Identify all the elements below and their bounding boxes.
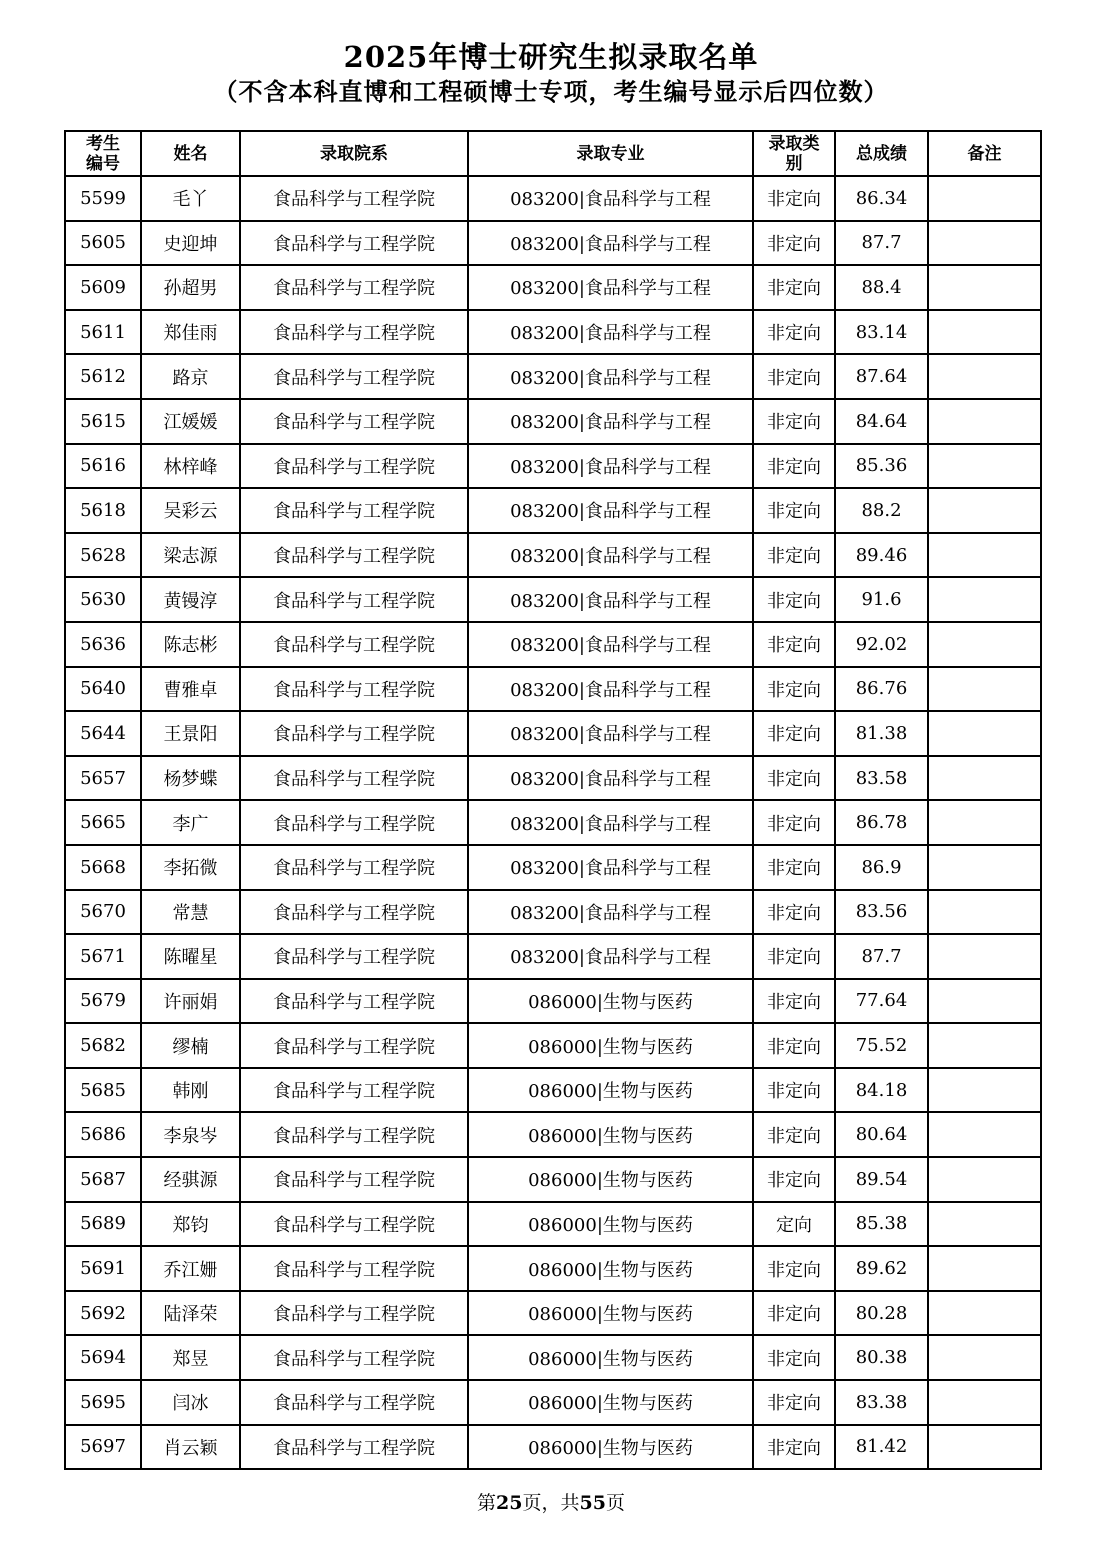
table-row [65,845,1041,890]
table-row [65,979,1041,1024]
cell-department: 食品科学与工程学院 [240,756,468,801]
cell-name: 孙超男 [141,265,240,310]
cell-major: 083200|食品科学与工程 [468,444,753,489]
table-row [65,1068,1041,1113]
cell-remark [928,310,1041,355]
cell-department: 食品科学与工程学院 [240,1023,468,1068]
cell-name: 肖云颖 [141,1425,240,1470]
table-row [65,533,1041,578]
cell-department: 食品科学与工程学院 [240,1157,468,1202]
cell-remark [928,577,1041,622]
cell-total-score: 83.56 [835,890,928,935]
cell-admission-type: 非定向 [753,756,835,801]
cell-admission-type: 定向 [753,1202,835,1247]
cell-department: 食品科学与工程学院 [240,533,468,578]
cell-department: 食品科学与工程学院 [240,622,468,667]
cell-candidate-id: 5628 [65,533,141,578]
cell-department: 食品科学与工程学院 [240,1380,468,1425]
cell-major: 083200|食品科学与工程 [468,221,753,266]
cell-major: 083200|食品科学与工程 [468,934,753,979]
footer-total-pages: 55 [579,1492,606,1514]
cell-name: 江媛媛 [141,399,240,444]
cell-name: 杨梦蝶 [141,756,240,801]
table-row [65,221,1041,266]
cell-name: 许丽娟 [141,979,240,1024]
cell-department: 食品科学与工程学院 [240,1068,468,1113]
cell-major: 083200|食品科学与工程 [468,756,753,801]
cell-remark [928,1068,1041,1113]
cell-admission-type: 非定向 [753,354,835,399]
table-row [65,1246,1041,1291]
cell-admission-type: 非定向 [753,577,835,622]
cell-name: 郑佳雨 [141,310,240,355]
cell-total-score: 84.64 [835,399,928,444]
table-row [65,1023,1041,1068]
cell-candidate-id: 5679 [65,979,141,1024]
cell-candidate-id: 5687 [65,1157,141,1202]
cell-name: 林梓峰 [141,444,240,489]
table-row [65,354,1041,399]
cell-total-score: 80.64 [835,1112,928,1157]
table-row [65,176,1041,221]
table-row [65,1157,1041,1202]
cell-major: 086000|生物与医药 [468,1202,753,1247]
cell-admission-type: 非定向 [753,1023,835,1068]
cell-candidate-id: 5682 [65,1023,141,1068]
cell-name: 陆泽荣 [141,1291,240,1336]
cell-candidate-id: 5611 [65,310,141,355]
footer-current-page: 25 [496,1492,523,1514]
col-header-major: 录取专业 [468,131,753,176]
table-row [65,1112,1041,1157]
cell-remark [928,176,1041,221]
cell-major: 083200|食品科学与工程 [468,667,753,712]
cell-total-score: 86.34 [835,176,928,221]
cell-department: 食品科学与工程学院 [240,310,468,355]
cell-major: 086000|生物与医药 [468,1068,753,1113]
cell-remark [928,1112,1041,1157]
cell-admission-type: 非定向 [753,1380,835,1425]
cell-department: 食品科学与工程学院 [240,1425,468,1470]
cell-remark [928,1335,1041,1380]
document-title: 2025年博士研究生拟录取名单 [343,40,759,74]
cell-name: 曹雅卓 [141,667,240,712]
cell-name: 李广 [141,800,240,845]
cell-admission-type: 非定向 [753,1291,835,1336]
cell-remark [928,533,1041,578]
table-row [65,667,1041,712]
cell-remark [928,1425,1041,1470]
cell-admission-type: 非定向 [753,444,835,489]
cell-admission-type: 非定向 [753,1246,835,1291]
cell-admission-type: 非定向 [753,221,835,266]
col-header-score: 总成绩 [835,131,928,176]
cell-name: 王景阳 [141,711,240,756]
cell-name: 黄镘淳 [141,577,240,622]
cell-name: 郑昱 [141,1335,240,1380]
cell-remark [928,711,1041,756]
cell-admission-type: 非定向 [753,265,835,310]
cell-remark [928,1023,1041,1068]
cell-major: 086000|生物与医药 [468,1425,753,1470]
footer-prefix: 第 [477,1492,497,1514]
cell-candidate-id: 5618 [65,488,141,533]
cell-name: 陈曜星 [141,934,240,979]
cell-admission-type: 非定向 [753,1335,835,1380]
cell-remark [928,1157,1041,1202]
admission-table [64,130,1042,1470]
cell-major: 086000|生物与医药 [468,1246,753,1291]
cell-department: 食品科学与工程学院 [240,1246,468,1291]
cell-candidate-id: 5668 [65,845,141,890]
cell-candidate-id: 5640 [65,667,141,712]
cell-department: 食品科学与工程学院 [240,800,468,845]
table-row [65,444,1041,489]
cell-department: 食品科学与工程学院 [240,979,468,1024]
col-header-type: 录取类别 [753,131,835,176]
cell-department: 食品科学与工程学院 [240,667,468,712]
table-row [65,622,1041,667]
table-row [65,1202,1041,1247]
cell-admission-type: 非定向 [753,399,835,444]
cell-remark [928,845,1041,890]
cell-admission-type: 非定向 [753,1425,835,1470]
cell-department: 食品科学与工程学院 [240,265,468,310]
cell-admission-type: 非定向 [753,533,835,578]
cell-remark [928,488,1041,533]
table-row [65,310,1041,355]
cell-major: 083200|食品科学与工程 [468,354,753,399]
cell-total-score: 89.54 [835,1157,928,1202]
cell-remark [928,1246,1041,1291]
cell-name: 韩刚 [141,1068,240,1113]
cell-total-score: 88.4 [835,265,928,310]
cell-major: 083200|食品科学与工程 [468,265,753,310]
table-row [65,890,1041,935]
cell-total-score: 84.18 [835,1068,928,1113]
cell-department: 食品科学与工程学院 [240,399,468,444]
cell-remark [928,354,1041,399]
cell-major: 083200|食品科学与工程 [468,176,753,221]
cell-admission-type: 非定向 [753,622,835,667]
cell-remark [928,1291,1041,1336]
cell-name: 乔江姗 [141,1246,240,1291]
cell-total-score: 87.64 [835,354,928,399]
cell-admission-type: 非定向 [753,176,835,221]
cell-remark [928,265,1041,310]
table-row [65,265,1041,310]
cell-candidate-id: 5616 [65,444,141,489]
cell-candidate-id: 5599 [65,176,141,221]
cell-admission-type: 非定向 [753,488,835,533]
table-row [65,1291,1041,1336]
cell-candidate-id: 5692 [65,1291,141,1336]
cell-remark [928,890,1041,935]
cell-remark [928,622,1041,667]
cell-candidate-id: 5665 [65,800,141,845]
cell-major: 083200|食品科学与工程 [468,310,753,355]
cell-remark [928,399,1041,444]
cell-total-score: 86.76 [835,667,928,712]
table-row [65,488,1041,533]
cell-candidate-id: 5671 [65,934,141,979]
cell-admission-type: 非定向 [753,1068,835,1113]
cell-total-score: 87.7 [835,934,928,979]
cell-candidate-id: 5694 [65,1335,141,1380]
cell-major: 086000|生物与医药 [468,1023,753,1068]
cell-admission-type: 非定向 [753,890,835,935]
cell-remark [928,444,1041,489]
cell-candidate-id: 5644 [65,711,141,756]
cell-department: 食品科学与工程学院 [240,354,468,399]
cell-department: 食品科学与工程学院 [240,845,468,890]
table-row [65,800,1041,845]
col-header-note: 备注 [928,131,1041,176]
cell-total-score: 91.6 [835,577,928,622]
cell-candidate-id: 5695 [65,1380,141,1425]
cell-candidate-id: 5609 [65,265,141,310]
table-row [65,756,1041,801]
cell-admission-type: 非定向 [753,979,835,1024]
cell-total-score: 83.58 [835,756,928,801]
table-row [65,577,1041,622]
table-row [65,1425,1041,1470]
cell-admission-type: 非定向 [753,1157,835,1202]
cell-remark [928,979,1041,1024]
cell-major: 083200|食品科学与工程 [468,890,753,935]
col-header-id: 考生编号 [65,131,141,176]
table-body [65,176,1041,1469]
cell-remark [928,756,1041,801]
cell-name: 毛丫 [141,176,240,221]
cell-total-score: 92.02 [835,622,928,667]
cell-department: 食品科学与工程学院 [240,711,468,756]
cell-total-score: 80.28 [835,1291,928,1336]
cell-remark [928,800,1041,845]
table-row [65,1335,1041,1380]
cell-name: 梁志源 [141,533,240,578]
cell-department: 食品科学与工程学院 [240,1291,468,1336]
cell-remark [928,934,1041,979]
cell-major: 083200|食品科学与工程 [468,399,753,444]
cell-candidate-id: 5630 [65,577,141,622]
cell-major: 083200|食品科学与工程 [468,533,753,578]
cell-name: 李泉岑 [141,1112,240,1157]
cell-remark [928,221,1041,266]
cell-name: 郑钧 [141,1202,240,1247]
cell-candidate-id: 5615 [65,399,141,444]
cell-total-score: 89.46 [835,533,928,578]
cell-department: 食品科学与工程学院 [240,934,468,979]
cell-total-score: 86.9 [835,845,928,890]
cell-total-score: 80.38 [835,1335,928,1380]
cell-name: 李拓微 [141,845,240,890]
cell-major: 083200|食品科学与工程 [468,800,753,845]
cell-name: 吴彩云 [141,488,240,533]
cell-department: 食品科学与工程学院 [240,221,468,266]
cell-candidate-id: 5689 [65,1202,141,1247]
cell-admission-type: 非定向 [753,711,835,756]
cell-admission-type: 非定向 [753,310,835,355]
cell-major: 086000|生物与医药 [468,1157,753,1202]
footer-suffix: 页 [605,1492,625,1514]
table-header-row [65,131,1041,176]
cell-department: 食品科学与工程学院 [240,1335,468,1380]
cell-major: 083200|食品科学与工程 [468,622,753,667]
cell-major: 083200|食品科学与工程 [468,845,753,890]
cell-admission-type: 非定向 [753,934,835,979]
cell-department: 食品科学与工程学院 [240,488,468,533]
cell-remark [928,1202,1041,1247]
document-subtitle: （不含本科直博和工程硕博士专项，考生编号显示后四位数） [213,77,889,106]
cell-major: 083200|食品科学与工程 [468,488,753,533]
cell-candidate-id: 5685 [65,1068,141,1113]
cell-admission-type: 非定向 [753,800,835,845]
col-header-dept: 录取院系 [240,131,468,176]
table-row [65,711,1041,756]
cell-candidate-id: 5691 [65,1246,141,1291]
cell-total-score: 81.42 [835,1425,928,1470]
cell-candidate-id: 5605 [65,221,141,266]
cell-total-score: 83.38 [835,1380,928,1425]
cell-major: 086000|生物与医药 [468,1380,753,1425]
cell-major: 083200|食品科学与工程 [468,711,753,756]
page-footer [0,1490,1102,1516]
cell-admission-type: 非定向 [753,1112,835,1157]
cell-candidate-id: 5657 [65,756,141,801]
cell-admission-type: 非定向 [753,845,835,890]
cell-remark [928,1380,1041,1425]
cell-candidate-id: 5636 [65,622,141,667]
cell-major: 086000|生物与医药 [468,1291,753,1336]
cell-total-score: 89.62 [835,1246,928,1291]
cell-name: 史迎坤 [141,221,240,266]
cell-total-score: 88.2 [835,488,928,533]
cell-name: 陈志彬 [141,622,240,667]
table-row [65,399,1041,444]
table-row [65,934,1041,979]
cell-major: 083200|食品科学与工程 [468,577,753,622]
cell-name: 经骐源 [141,1157,240,1202]
cell-total-score: 86.78 [835,800,928,845]
cell-department: 食品科学与工程学院 [240,444,468,489]
cell-total-score: 81.38 [835,711,928,756]
cell-name: 路京 [141,354,240,399]
table-row [65,1380,1041,1425]
cell-name: 常慧 [141,890,240,935]
cell-department: 食品科学与工程学院 [240,1112,468,1157]
cell-remark [928,667,1041,712]
cell-department: 食品科学与工程学院 [240,1202,468,1247]
cell-total-score: 85.38 [835,1202,928,1247]
cell-total-score: 77.64 [835,979,928,1024]
cell-major: 086000|生物与医药 [468,1335,753,1380]
cell-name: 缪楠 [141,1023,240,1068]
cell-total-score: 83.14 [835,310,928,355]
col-header-name: 姓名 [141,131,240,176]
cell-name: 闫冰 [141,1380,240,1425]
cell-department: 食品科学与工程学院 [240,577,468,622]
cell-department: 食品科学与工程学院 [240,176,468,221]
cell-admission-type: 非定向 [753,667,835,712]
cell-total-score: 85.36 [835,444,928,489]
cell-candidate-id: 5670 [65,890,141,935]
cell-candidate-id: 5686 [65,1112,141,1157]
footer-middle: 页，共 [522,1492,580,1514]
cell-department: 食品科学与工程学院 [240,890,468,935]
cell-major: 086000|生物与医药 [468,1112,753,1157]
cell-major: 086000|生物与医药 [468,979,753,1024]
cell-total-score: 87.7 [835,221,928,266]
cell-total-score: 75.52 [835,1023,928,1068]
cell-candidate-id: 5612 [65,354,141,399]
cell-candidate-id: 5697 [65,1425,141,1470]
